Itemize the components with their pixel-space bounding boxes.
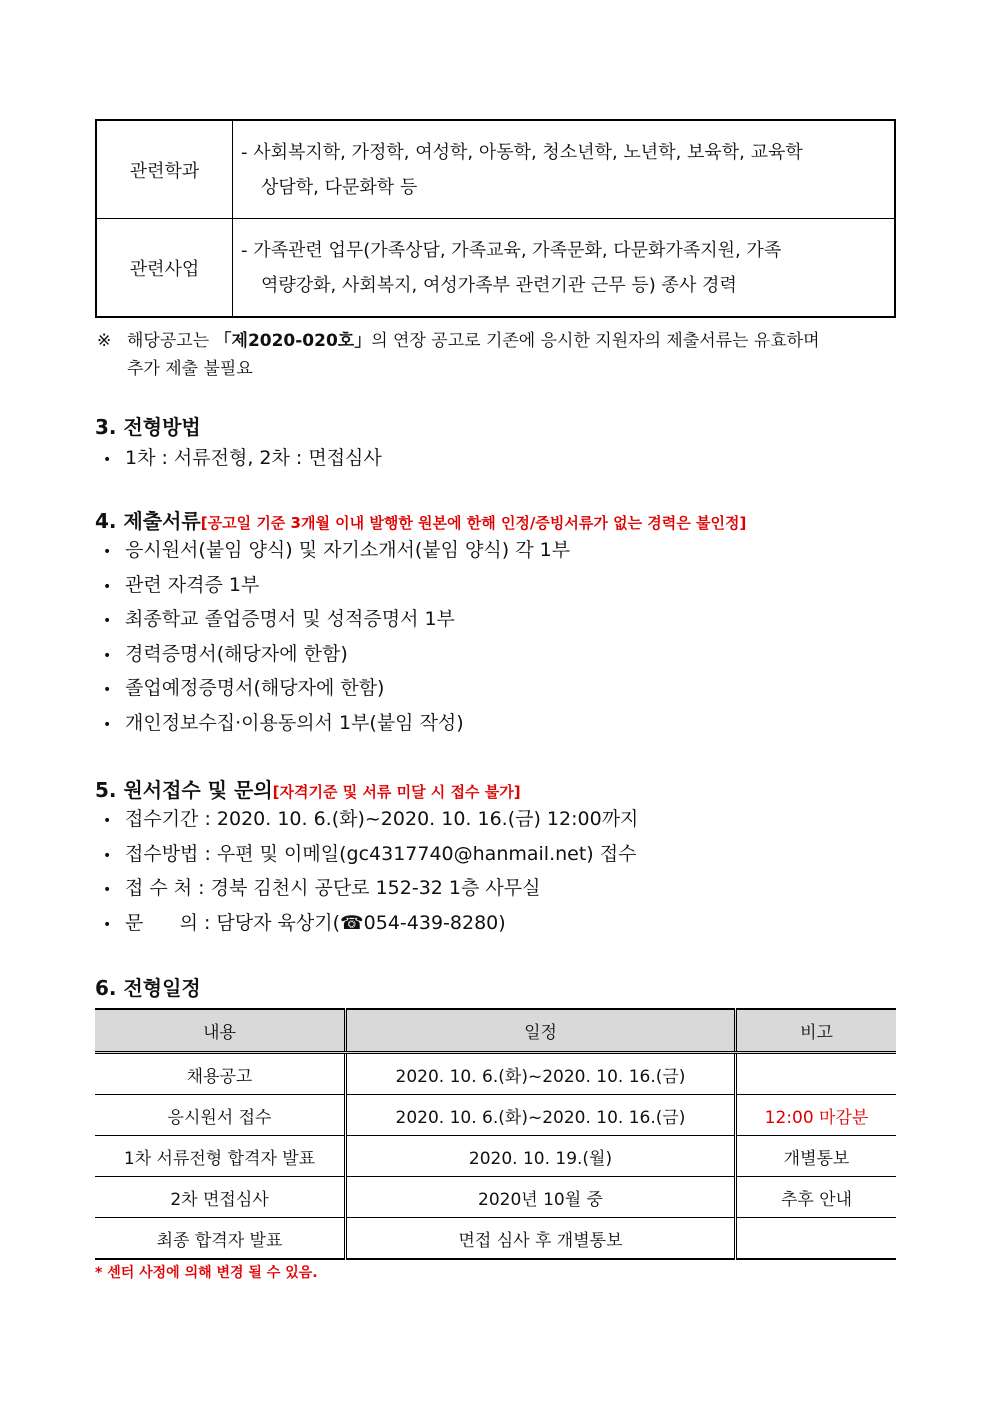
column-header: 비고 [736, 1009, 897, 1053]
table-cell [736, 1218, 897, 1260]
table-cell: 추후 안내 [736, 1177, 897, 1218]
list-item-text: 응시원서(붙임 양식) 및 자기소개서(붙임 양식) 각 1부 [125, 539, 571, 561]
bullet-icon: • [103, 916, 112, 933]
list-item-text: 1차 : 서류전형, 2차 : 면접심사 [125, 447, 382, 469]
notice-number: 「제2020-020호」 [214, 331, 372, 351]
table-cell: 1차 서류전형 합격자 발표 [95, 1136, 346, 1177]
bullet-icon: • [103, 682, 112, 698]
table-header-row [95, 1009, 896, 1053]
deadline-note: 12:00 마감분 [736, 1095, 897, 1136]
table-cell: 2020. 10. 6.(화)~2020. 10. 16.(금) [346, 1053, 736, 1095]
table-cell: 2차 면접심사 [95, 1177, 346, 1218]
footnote: * 센터 사정에 의해 변경 될 수 있음. [95, 1265, 318, 1281]
bullet-icon: • [103, 882, 112, 898]
row-label: 관련사업 [96, 219, 233, 318]
note-text [127, 327, 820, 355]
list-item [103, 637, 570, 672]
row-line: 상담학, 다문화학 등 [261, 176, 418, 198]
section-note: [자격기준 및 서류 미달 시 접수 불가] [272, 783, 521, 801]
bullet-icon: • [103, 647, 112, 664]
bullet-icon: • [103, 452, 112, 468]
note-post: 의 연장 공고로 기존에 응시한 지원자의 제출서류는 유효하며 [371, 331, 820, 351]
table-cell: 면접 심사 후 개별통보 [346, 1218, 736, 1260]
list-item-text: 최종학교 졸업증명서 및 성적증명서 1부 [125, 608, 455, 630]
table-cell: 2020년 10월 중 [346, 1177, 736, 1218]
list-item [103, 871, 638, 906]
table-cell: 개별통보 [736, 1136, 897, 1177]
list-item-text: 접수방법 : 우편 및 이메일(gc4317740@hanmail.net) 접수 [125, 842, 637, 865]
list-item [103, 706, 570, 741]
list-item [103, 671, 570, 706]
note-pre: 해당공고는 [127, 331, 215, 351]
section-title-text: 5. 원서접수 및 문의 [95, 778, 273, 802]
row-label: 관련학과 [96, 120, 233, 219]
row-line: 역량강화, 사회복지, 여성가족부 관련기관 근무 등) 종사 경력 [261, 274, 737, 296]
note-line2: 추가 제출 불필요 [127, 359, 253, 379]
list-item [103, 802, 638, 837]
bullet-icon: • [103, 813, 112, 829]
table-row [96, 219, 895, 318]
table-row [95, 1053, 896, 1095]
list-item-text: 관련 자격증 1부 [125, 573, 260, 596]
bullet-icon: • [103, 613, 112, 629]
table-cell: 2020. 10. 6.(화)~2020. 10. 16.(금) [346, 1095, 736, 1136]
table-row [96, 120, 895, 219]
qualification-table [95, 119, 896, 318]
section-title-5 [95, 774, 521, 803]
table-row [95, 1218, 896, 1260]
table-row [95, 1177, 896, 1218]
section-title-6: 6. 전형일정 [95, 976, 201, 1000]
bullet-icon: • [103, 544, 112, 560]
table-cell [736, 1053, 897, 1095]
section-title-4 [95, 505, 746, 534]
table-cell: 채용공고 [95, 1053, 346, 1095]
list-item-text: 접 수 처 : 경북 김천시 공단로 152-32 1층 사무실 [125, 877, 541, 899]
selection-method-list [103, 441, 382, 476]
bullet-icon: • [103, 847, 112, 864]
list-item [103, 533, 570, 568]
bullet-icon: • [103, 578, 112, 595]
list-item [103, 906, 638, 941]
list-item-text: 개인정보수집·이용동의서 1부(붙임 작성) [125, 711, 464, 734]
row-content [233, 219, 896, 318]
list-item-text: 졸업예정증명서(해당자에 한함) [125, 677, 385, 699]
required-documents-list [103, 533, 570, 740]
row-content [233, 120, 896, 219]
list-item-text: 경력증명서(해당자에 한함) [125, 642, 348, 665]
row-line: - 가족관련 업무(가족상담, 가족교육, 가족문화, 다문화가족지원, 가족 [241, 239, 782, 261]
schedule-table [95, 1008, 896, 1260]
table-row [95, 1136, 896, 1177]
column-header: 일정 [346, 1009, 736, 1053]
table-cell: 최종 합격자 발표 [95, 1218, 346, 1260]
application-info-list [103, 802, 638, 940]
list-item [103, 568, 570, 603]
bullet-icon: • [103, 716, 112, 733]
list-item [103, 441, 382, 476]
section-note: [공고일 기준 3개월 이내 발행한 원본에 한해 인정/증빙서류가 없는 경력은 불인정] [200, 514, 747, 532]
column-header: 내용 [95, 1009, 346, 1053]
section-title-text: 4. 제출서류 [95, 509, 201, 533]
list-item [103, 837, 638, 872]
list-item-text: 접수기간 : 2020. 10. 6.(화)~2020. 10. 16.(금) 12:00까지 [125, 808, 639, 830]
section-title-3: 3. 전형방법 [95, 415, 201, 439]
table-cell: 2020. 10. 19.(월) [346, 1136, 736, 1177]
table-cell: 응시원서 접수 [95, 1095, 346, 1136]
list-item-text: 문 의 : 담당자 육상기(☎054-439-8280) [125, 911, 506, 934]
extension-note [97, 327, 897, 383]
table-row [95, 1095, 896, 1136]
reference-mark: ※ [97, 331, 112, 351]
list-item [103, 602, 570, 637]
row-line: - 사회복지학, 가정학, 여성학, 아동학, 청소년학, 노년학, 보육학, 교육학 [241, 141, 803, 163]
